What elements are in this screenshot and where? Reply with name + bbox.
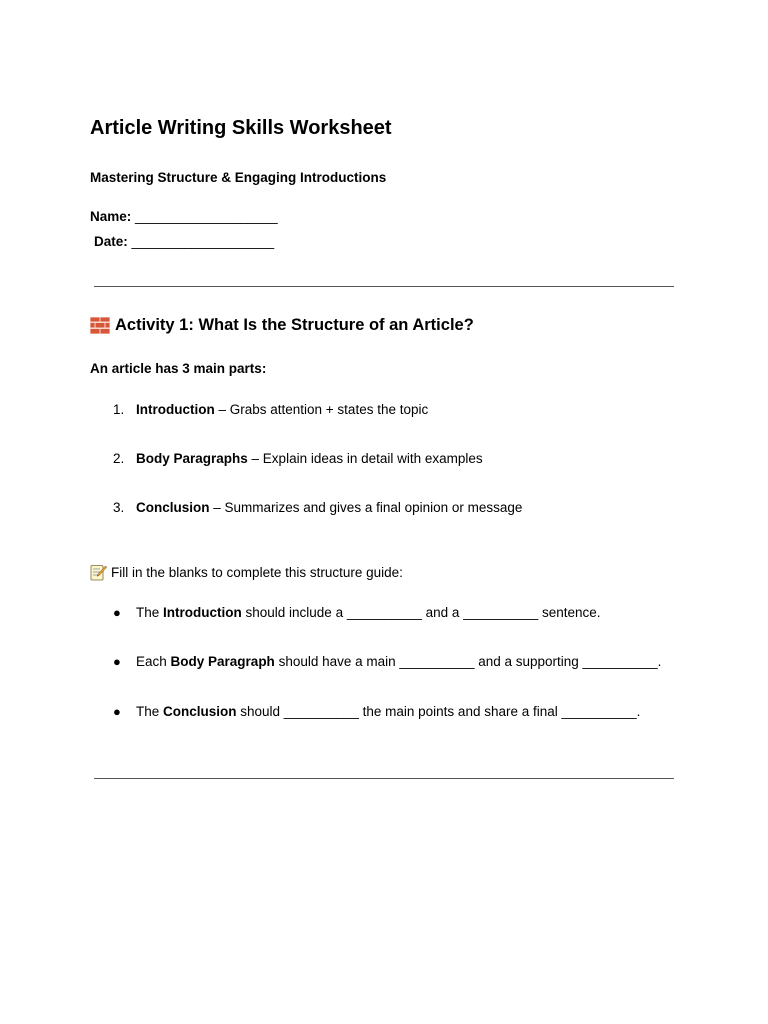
activity-heading-text: Activity 1: What Is the Structure of an Article? — [115, 316, 474, 334]
item-desc: – Summarizes and gives a final opinion or message — [209, 500, 523, 515]
memo-icon — [90, 564, 107, 581]
item-term: Conclusion — [136, 500, 210, 515]
sentence-blanks[interactable]: should have a main __________ and a supporting __________. — [274, 654, 662, 669]
fill-instruction — [90, 564, 403, 581]
item-text — [136, 402, 428, 417]
name-blank[interactable]: ___________________ — [131, 209, 278, 224]
name-field[interactable] — [90, 209, 278, 224]
item-desc: – Grabs attention + states the topic — [214, 402, 429, 417]
item-term: Body Paragraphs — [136, 451, 248, 466]
sentence-prefix: The — [136, 605, 164, 620]
sentence-prefix: The — [136, 704, 164, 719]
sentence-blanks[interactable]: should include a __________ and a __________ sentence. — [241, 605, 601, 620]
sentence-term: Body Paragraph — [170, 654, 275, 669]
bullet: ● — [113, 654, 121, 669]
date-blank[interactable]: ___________________ — [127, 234, 275, 249]
bullet: ● — [113, 704, 121, 719]
activity-heading — [90, 316, 474, 335]
divider-top — [94, 286, 674, 287]
sentence-term: Conclusion — [163, 704, 237, 719]
date-label: Date: — [94, 234, 128, 249]
name-label: Name: — [90, 209, 132, 224]
blank-sentence[interactable] — [136, 704, 640, 719]
sentence-prefix: Each — [136, 654, 171, 669]
bullet: ● — [113, 605, 121, 620]
item-term: Introduction — [136, 402, 215, 417]
worksheet-title: Article Writing Skills Worksheet — [90, 117, 392, 139]
date-field[interactable] — [94, 234, 274, 249]
parts-lead: An article has 3 main parts: — [90, 361, 267, 376]
fill-instruction-text: Fill in the blanks to complete this structure guide: — [111, 565, 403, 580]
item-number: 2. — [113, 451, 125, 466]
worksheet-subtitle: Mastering Structure & Engaging Introductions — [90, 170, 387, 185]
item-number: 1. — [113, 402, 125, 417]
sentence-term: Introduction — [163, 605, 242, 620]
brick-icon — [90, 317, 110, 334]
item-text — [136, 451, 483, 466]
blank-sentence[interactable] — [136, 654, 661, 669]
sentence-blanks[interactable]: should __________ the main points and share a final __________. — [236, 704, 641, 719]
divider-bottom — [94, 778, 674, 779]
item-desc: – Explain ideas in detail with examples — [247, 451, 483, 466]
item-text — [136, 500, 522, 515]
item-number: 3. — [113, 500, 125, 515]
blank-sentence[interactable] — [136, 605, 601, 620]
